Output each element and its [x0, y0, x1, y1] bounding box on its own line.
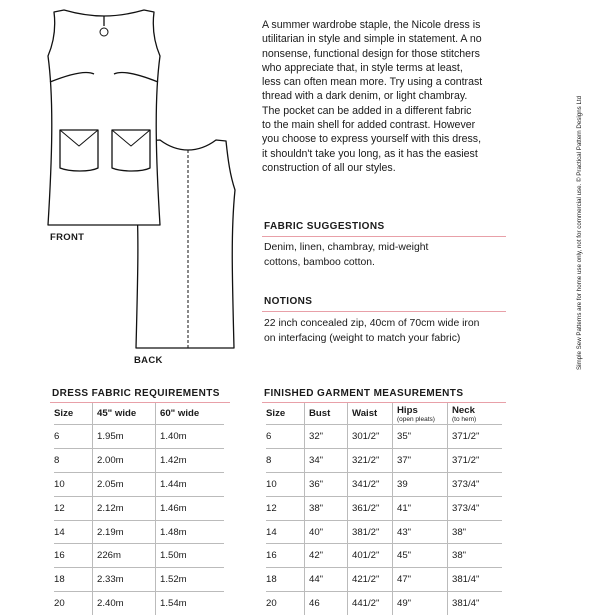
column-header: Bust: [305, 403, 348, 425]
column-header: 45" wide: [93, 403, 156, 425]
size-cell: 12: [266, 496, 305, 520]
description-line: A summer wardrobe staple, the Nicole dress is: [262, 19, 481, 31]
table-cell: 2.33m: [93, 568, 156, 592]
table-cell: 41": [393, 496, 448, 520]
dress-technical-drawing: [0, 0, 260, 360]
table-cell: 1.95m: [93, 425, 156, 449]
table-cell: 2.12m: [93, 496, 156, 520]
table-row: [54, 544, 224, 568]
size-cell: 16: [266, 544, 305, 568]
table-cell: 341/2": [348, 472, 393, 496]
size-cell: 20: [266, 592, 305, 615]
notions-text: [264, 316, 479, 346]
column-header: 60" wide: [156, 403, 225, 425]
table-cell: 49": [393, 592, 448, 615]
table-cell: 40": [305, 520, 348, 544]
column-header: [448, 403, 503, 425]
finished-measurements-table: [266, 403, 502, 615]
table-row: [54, 568, 224, 592]
table-cell: 301/2": [348, 425, 393, 449]
table-cell: 373/4": [448, 496, 503, 520]
table-cell: 38": [448, 544, 503, 568]
table-cell: 34": [305, 448, 348, 472]
table-cell: 381/4": [448, 592, 503, 615]
front-label: FRONT: [50, 232, 85, 243]
description-line: to the main shell for added contrast. However: [262, 119, 476, 132]
hips-label: Hips: [397, 404, 418, 416]
table-header-row: [266, 403, 502, 425]
size-cell: 6: [266, 425, 305, 449]
description-line: construction of all our styles.: [262, 161, 396, 174]
table-cell: 1.44m: [156, 472, 225, 496]
table-row: [54, 592, 224, 615]
size-cell: 16: [54, 544, 93, 568]
table-row: [266, 425, 502, 449]
table-cell: 421/2": [348, 568, 393, 592]
table-cell: 38": [448, 520, 503, 544]
size-cell: 10: [266, 472, 305, 496]
description-line: who appreciate that, in style terms at least,: [262, 61, 463, 74]
description-line: you choose to express yourself with this dress,: [262, 133, 482, 146]
dress-fabric-heading: DRESS FABRIC REQUIREMENTS: [52, 388, 220, 399]
notions-line: 22 inch concealed zip, 40cm of 70cm wide iron: [264, 318, 480, 329]
table-cell: 441/2": [348, 592, 393, 615]
fabric-suggestions-text: [264, 240, 428, 270]
size-cell: 12: [54, 496, 93, 520]
table-row: [266, 568, 502, 592]
table-cell: 32": [305, 425, 348, 449]
table-cell: 381/4": [448, 568, 503, 592]
size-cell: 6: [54, 425, 93, 449]
table-row: [266, 472, 502, 496]
size-cell: 8: [54, 448, 93, 472]
description-line: utilitarian in style and simple in statement. A no: [262, 33, 482, 46]
table-row: [54, 520, 224, 544]
dress-fabric-table: [54, 403, 224, 615]
notions-divider: [262, 311, 506, 312]
description-line: nonsense, functional design for those stitchers: [262, 47, 480, 60]
table-cell: 1.48m: [156, 520, 225, 544]
table-row: [54, 496, 224, 520]
table-cell: 381/2": [348, 520, 393, 544]
table-cell: 38": [305, 496, 348, 520]
table-header-row: [54, 403, 224, 425]
size-cell: 14: [54, 520, 93, 544]
finished-measurements-heading: FINISHED GARMENT MEASUREMENTS: [264, 388, 464, 399]
table-cell: 46: [305, 592, 348, 615]
table-cell: 1.42m: [156, 448, 225, 472]
table-cell: 1.54m: [156, 592, 225, 615]
description-line: it shouldn't take you long, as it has the easiest: [262, 147, 478, 160]
size-cell: 18: [54, 568, 93, 592]
table-cell: 373/4": [448, 472, 503, 496]
column-header: Size: [266, 408, 286, 419]
table-cell: 2.00m: [93, 448, 156, 472]
table-cell: 2.40m: [93, 592, 156, 615]
table-cell: 43": [393, 520, 448, 544]
table-row: [54, 448, 224, 472]
fabric-line: Denim, linen, chambray, mid-weight: [264, 242, 429, 253]
table-cell: 37": [393, 448, 448, 472]
table-cell: 1.50m: [156, 544, 225, 568]
table-row: [266, 520, 502, 544]
table-cell: 44": [305, 568, 348, 592]
front-view-drawing: [48, 10, 160, 225]
fabric-suggestions-heading: FABRIC SUGGESTIONS: [264, 221, 385, 232]
size-cell: 18: [266, 568, 305, 592]
table-cell: 35": [393, 425, 448, 449]
table-cell: 321/2": [348, 448, 393, 472]
table-row: [54, 425, 224, 449]
table-row: [266, 544, 502, 568]
table-cell: 47": [393, 568, 448, 592]
column-header: [393, 403, 448, 425]
notions-line: on interfacing (weight to match your fabric): [264, 333, 461, 344]
fabric-line: cottons, bamboo cotton.: [264, 257, 375, 268]
table-cell: 45": [393, 544, 448, 568]
table-cell: 401/2": [348, 544, 393, 568]
column-header: Waist: [348, 403, 393, 425]
table-cell: 371/2": [448, 425, 503, 449]
description-line: less can often mean more. Try using a contrast: [262, 76, 483, 89]
size-cell: 10: [54, 472, 93, 496]
notions-heading: NOTIONS: [264, 296, 313, 307]
description-line: thread with a dark denim, or light chambray.: [262, 90, 468, 103]
back-label: BACK: [134, 355, 163, 366]
table-cell: 371/2": [448, 448, 503, 472]
column-header: Size: [54, 408, 74, 419]
table-cell: 2.05m: [93, 472, 156, 496]
table-cell: 1.40m: [156, 425, 225, 449]
table-cell: 361/2": [348, 496, 393, 520]
size-cell: 8: [266, 448, 305, 472]
table-cell: 1.52m: [156, 568, 225, 592]
table-cell: 2.19m: [93, 520, 156, 544]
size-cell: 20: [54, 592, 93, 615]
size-cell: 14: [266, 520, 305, 544]
table-row: [266, 496, 502, 520]
hips-note: (open pleats): [397, 415, 435, 423]
table-row: [266, 592, 502, 615]
neck-note: (to hem): [452, 415, 477, 423]
copyright-side-note: Simple Sew Patterns are for home use only, not for commercial use. © Practical Pattern Designs Ltd: [576, 95, 583, 370]
table-cell: 1.46m: [156, 496, 225, 520]
table-row: [54, 472, 224, 496]
fabric-divider: [262, 236, 506, 237]
table-cell: 42": [305, 544, 348, 568]
table-row: [266, 448, 502, 472]
neck-label: Neck: [452, 404, 475, 416]
table-cell: 226m: [93, 544, 156, 568]
table-cell: 36": [305, 472, 348, 496]
table-cell: 39: [393, 472, 448, 496]
description-paragraph: [262, 18, 512, 175]
description-line: The pocket can be added in a different fabric: [262, 104, 472, 117]
